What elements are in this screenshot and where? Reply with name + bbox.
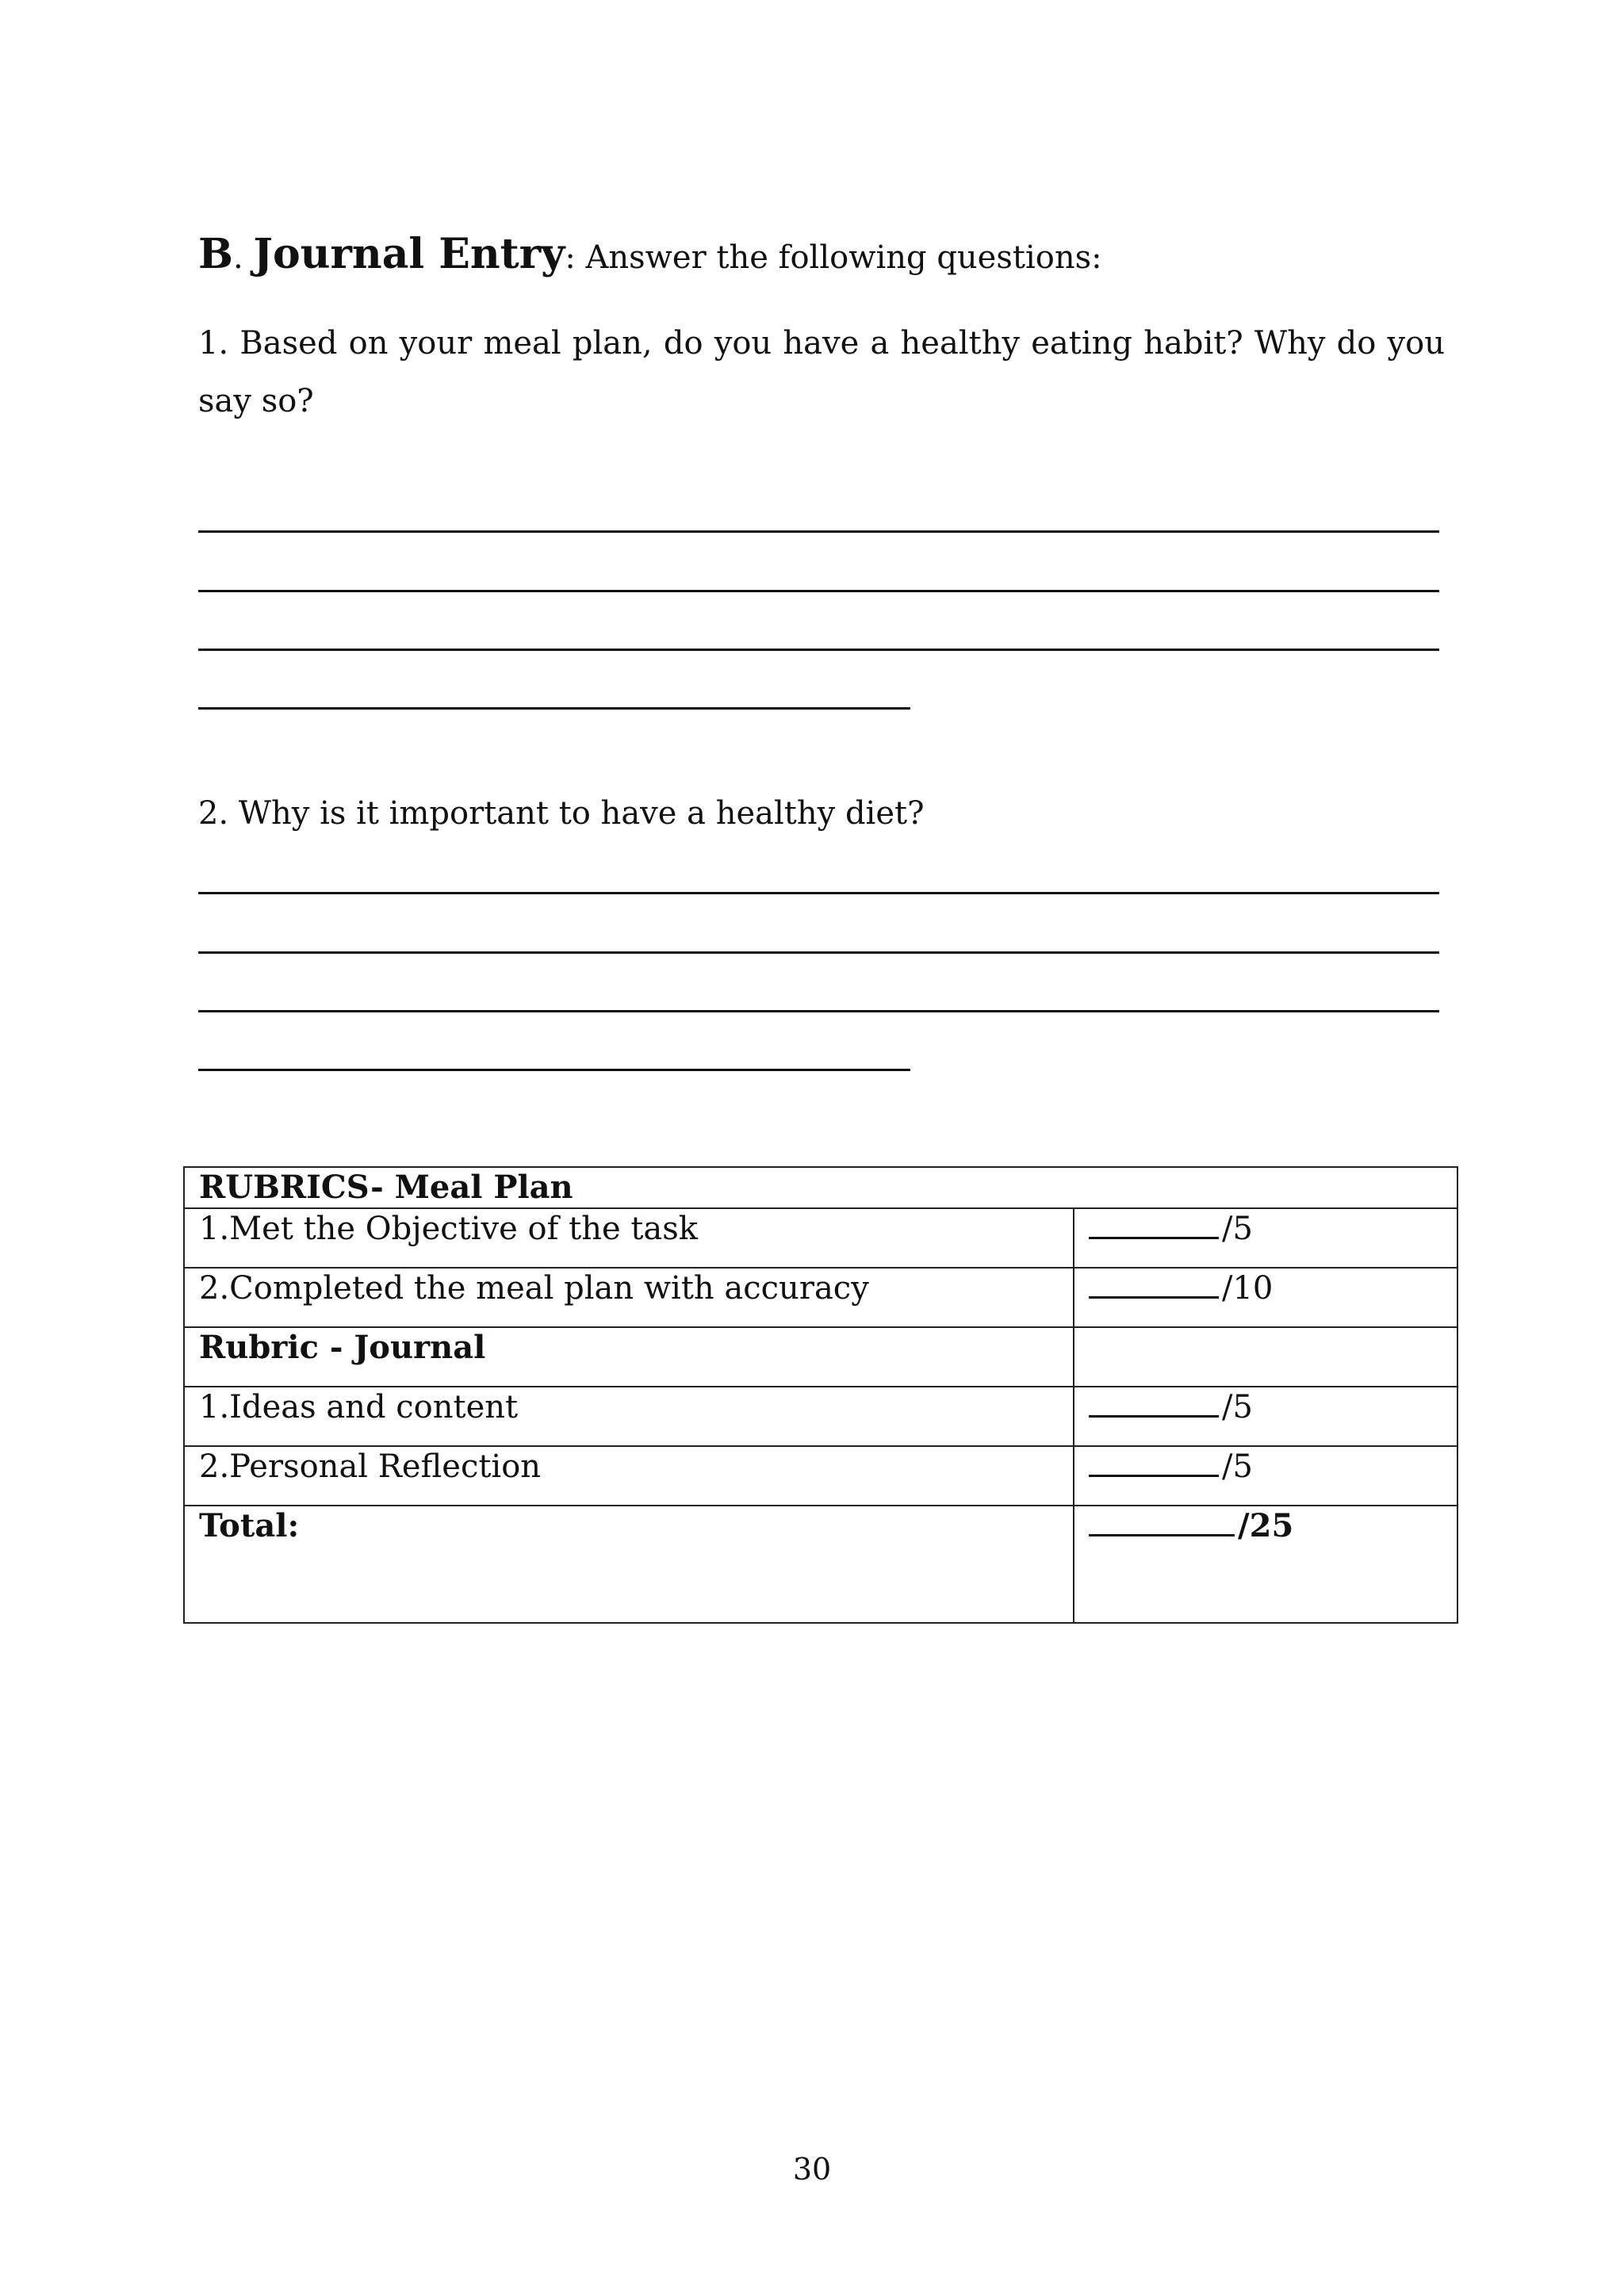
rubric-criterion: 1.Ideas and content <box>184 1387 1074 1446</box>
rubric-criterion: 1.Met the Objective of the task <box>184 1208 1074 1268</box>
section-period: . <box>232 239 243 276</box>
table-row <box>184 1387 1457 1446</box>
answer-line-q1-1[interactable] <box>198 530 1439 533</box>
answer-line-q1-4[interactable] <box>198 707 910 710</box>
rubric-criterion: 2.Personal Reflection <box>184 1446 1074 1506</box>
rubric-journal-header: Rubric - Journal <box>184 1327 1074 1387</box>
answer-line-q2-3[interactable] <box>198 1010 1439 1012</box>
rubric-score-cell <box>1074 1208 1457 1268</box>
question-1: 1. Based on your meal plan, do you have a healthy eating habit? Why do you say so? <box>198 325 1445 419</box>
section-letter: B <box>198 230 233 278</box>
rubric-score-cell <box>1074 1387 1457 1446</box>
answer-line-q2-4[interactable] <box>198 1069 910 1071</box>
rubric-criterion: 2.Completed the meal plan with accuracy <box>184 1268 1074 1327</box>
answer-line-q1-3[interactable] <box>198 649 1439 651</box>
rubric-journal-header-row <box>184 1327 1457 1387</box>
answer-line-q2-2[interactable] <box>198 951 1439 954</box>
score-blank[interactable] <box>1089 1388 1219 1418</box>
score-blank[interactable] <box>1089 1448 1219 1477</box>
section-instruction: : Answer the following questions: <box>565 239 1102 276</box>
score-blank[interactable] <box>1089 1269 1219 1299</box>
rubric-score-cell <box>1074 1446 1457 1506</box>
rubric-total-cell <box>1074 1506 1457 1623</box>
answer-line-q1-2[interactable] <box>198 590 1439 592</box>
rubrics-table <box>183 1166 1458 1624</box>
page-number: 30 <box>792 2152 832 2187</box>
rubric-meal-plan-header-row <box>184 1167 1457 1208</box>
rubric-total-max: /25 <box>1238 1507 1294 1544</box>
rubric-total-label: Total: <box>184 1506 1074 1623</box>
rubric-score-max: /5 <box>1222 1211 1253 1247</box>
rubric-meal-plan-header: RUBRICS- Meal Plan <box>184 1167 1457 1208</box>
rubric-score-cell <box>1074 1268 1457 1327</box>
score-blank[interactable] <box>1089 1210 1219 1239</box>
rubric-total-row <box>184 1506 1457 1623</box>
rubric-empty-cell <box>1074 1327 1457 1387</box>
table-row <box>184 1446 1457 1506</box>
section-title: Journal Entry <box>253 230 565 278</box>
rubric-score-max: /5 <box>1222 1389 1253 1425</box>
table-row <box>184 1268 1457 1327</box>
rubric-score-max: /5 <box>1222 1448 1253 1485</box>
question-2: 2. Why is it important to have a healthy diet? <box>198 795 925 832</box>
section-heading <box>198 230 1102 278</box>
table-row <box>184 1208 1457 1268</box>
total-score-blank[interactable] <box>1089 1507 1235 1536</box>
answer-line-q2-1[interactable] <box>198 892 1439 894</box>
rubric-score-max: /10 <box>1222 1270 1274 1307</box>
